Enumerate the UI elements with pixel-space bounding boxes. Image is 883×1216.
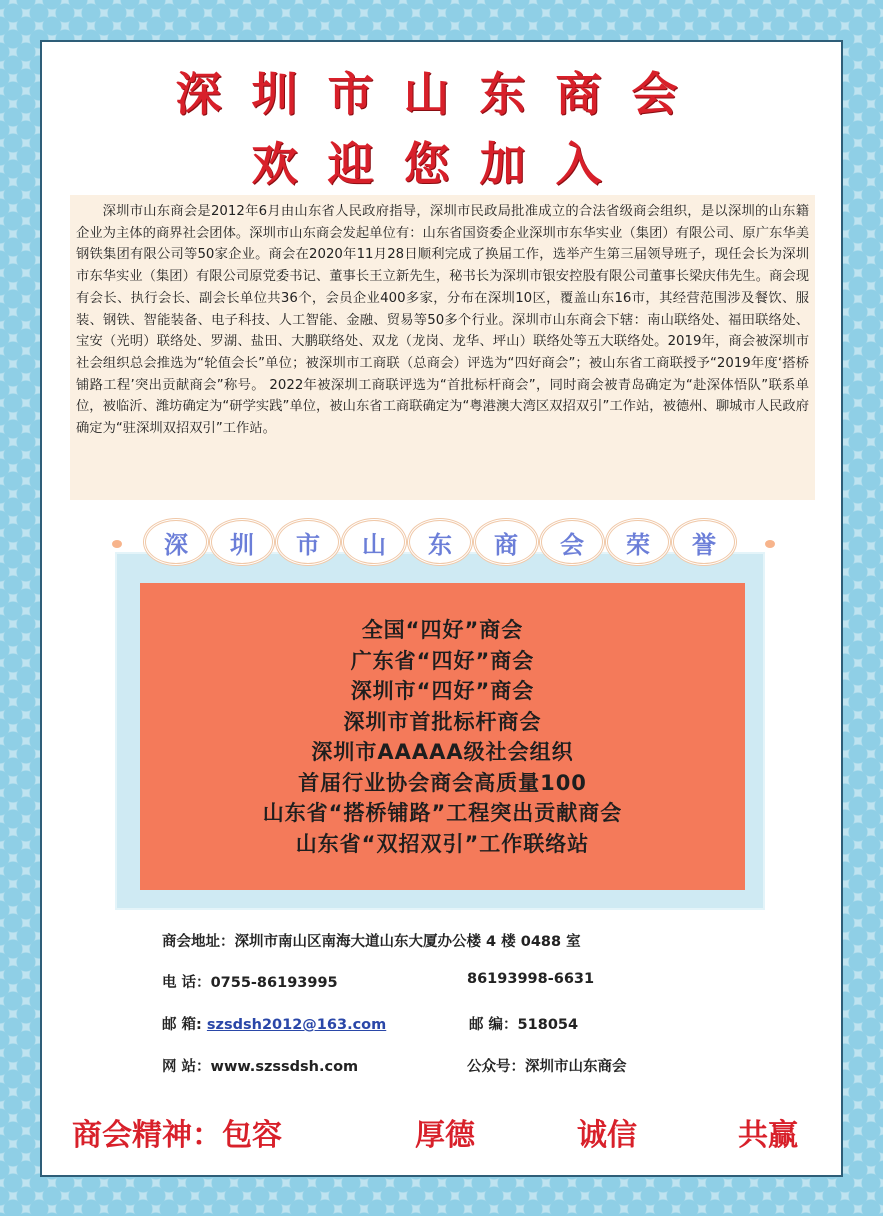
heading-char: 山 (341, 518, 407, 566)
heading-char: 圳 (209, 518, 275, 566)
phone-2: 86193998-6631 (467, 971, 595, 987)
motto-word: 诚信 (577, 1118, 637, 1153)
motto-word: 共赢 (738, 1118, 798, 1153)
heading-char: 会 (539, 518, 605, 566)
honor-item: 深圳市“四好”商会 (350, 679, 535, 703)
honor-item: 首届行业协会商会高质量100 (298, 770, 587, 795)
website: 网 站：www.szssdsh.com (162, 1059, 359, 1075)
phone-row (162, 971, 338, 992)
heading-char: 深 (143, 518, 209, 566)
honors-list (140, 583, 745, 890)
honors-heading (143, 518, 737, 566)
heading-char: 市 (275, 518, 341, 566)
honor-item: 山东省“搭桥铺路”工程突出贡献商会 (262, 801, 623, 825)
email-link[interactable]: szsdsh2012@163.com (206, 1017, 387, 1033)
heading-char: 商 (473, 518, 539, 566)
decor-dot (765, 540, 775, 548)
address: 商会地址：深圳市南山区南海大道山东大厦办公楼 4 楼 0488 室 (162, 934, 581, 950)
honor-item: 全国“四好”商会 (361, 618, 524, 642)
honor-item: 山东省“双招双引”工作联络站 (295, 831, 590, 856)
honor-item: 深圳市AAAAA级社会组织 (311, 740, 574, 764)
heading-char: 东 (407, 518, 473, 566)
wechat-account: 公众号：深圳市山东商会 (467, 1059, 627, 1075)
intro-paragraph: 深圳市山东商会是2012年6月由山东省人民政府指导，深圳市民政局批准成立的合法省级商会组织，是以深圳的山东籍企业为主体的商界社会团体。深圳市山东商会发起单位有：山东省国资委企业深圳市东华实业（集团）有限公司、原广东华美钢铁集团有限公司等50家企业。商会在2020年11月28日顺利完成了换届工作，选举产生第三届领导班子，现任会长为深圳市东华实业（集团）有限公司原党委书记、董事长王立新先生，秘书长为深圳市银安控股有限公司董事长梁庆伟先生。商会现有会长、执行会长、副会长单位共36个，会员企业400多家，分布在深圳10区，覆盖山东16市，其经营范围涉及餐饮、服装、钢铁、智能装备、电子科技、人工智能、金融、贸易等50多个行业。深圳市山东商会下辖：南山联络处、福田联络处、宝安（光明）联络处、罗湖、盐田、大鹏联络处、双龙（龙岗、龙华、坪山）联络处等五大联络处。2019年，商会被深圳市社会组织总会推选为“轮值会长”单位；被深圳市工商联（总商会）评选为“四好商会”；被山东省工商联授予“2019年度‘搭桥铺路工程’突出贡献商会”称号。 2022年被深圳工商联评选为“首批标杆商会”，同时商会被青岛确定为“赴深体悟队”联系单位，被临沂、潍坊确定为“研学实践”单位，被山东省工商联确定为“粤港澳大湾区双招双引”工作站，被德州、聊城市人民政府确定为“驻深圳双招双引”工作站。 (70, 195, 815, 500)
email-row (162, 1013, 386, 1034)
motto-word: 厚德 (415, 1118, 475, 1153)
heading-char: 誉 (671, 518, 737, 566)
title-line-1: 深圳市山东商会 (175, 67, 708, 121)
heading-char: 荣 (605, 518, 671, 566)
phone-label: 电 话： (162, 975, 211, 991)
decor-dot (112, 540, 122, 548)
motto-label: 商会精神：包容 (72, 1118, 282, 1153)
postcode: 邮 编：518054 (469, 1017, 579, 1033)
email-label: 邮 箱: (162, 1017, 207, 1033)
title-line-2: 欢迎您加入 (251, 137, 632, 191)
honor-item: 广东省“四好”商会 (350, 648, 535, 673)
phone: 0755-86193995 (210, 975, 338, 991)
honor-item: 深圳市首批标杆商会 (343, 709, 542, 734)
